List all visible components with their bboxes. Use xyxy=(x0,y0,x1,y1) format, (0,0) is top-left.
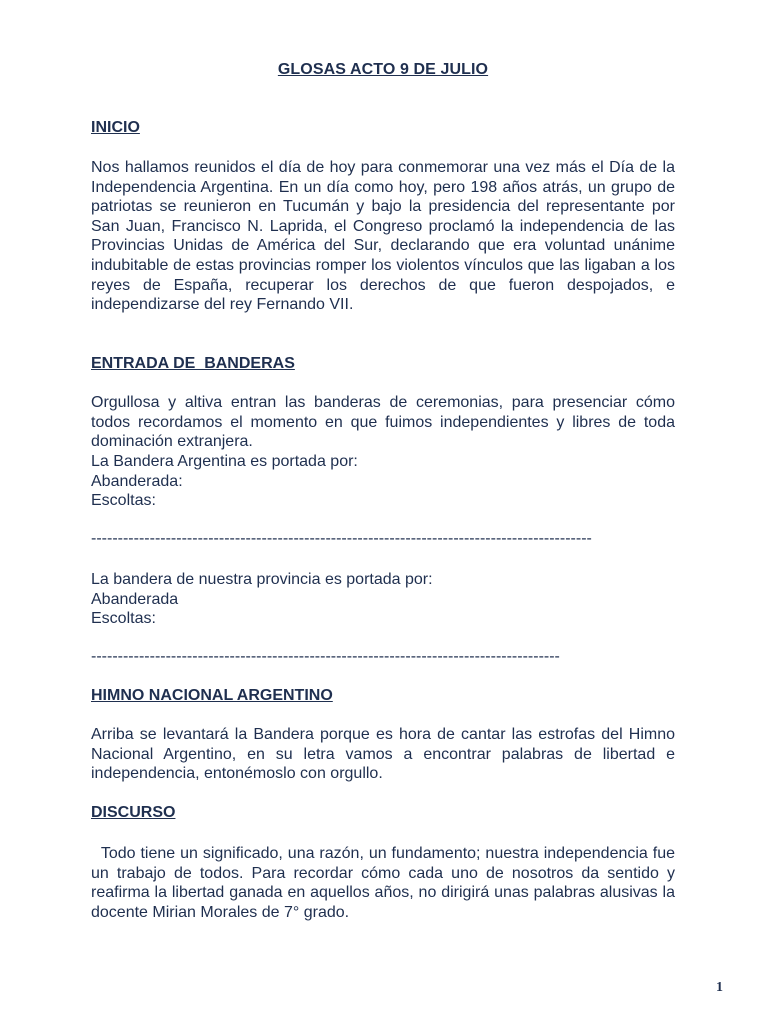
heading-himno: HIMNO NACIONAL ARGENTINO xyxy=(91,687,333,704)
heading-discurso: DISCURSO xyxy=(91,804,176,821)
separator-line-2: ---------------------------------------------------------------------------------------- xyxy=(91,648,560,665)
line-escoltas-2: Escoltas: xyxy=(91,610,156,627)
paragraph-discurso: Todo tiene un significado, una razón, un fundamento; nuestra independencia fue un trabajo de todos. Para recordar cómo cada uno de nosotros da sentido y reafirma la libertad ganada en aquellos años, no dirigirá unas palabras alusivas la docente Mirian Morales de 7° grado. xyxy=(91,845,680,921)
separator-line-1: ---------------------------------------------------------------------------------------------- xyxy=(91,530,592,547)
line-escoltas-1: Escoltas: xyxy=(91,492,156,509)
line-bandera-provincia: La bandera de nuestra provincia es portada por: xyxy=(91,571,433,588)
heading-inicio: INICIO xyxy=(91,119,140,136)
line-abanderada-1: Abanderada: xyxy=(91,473,183,490)
page-number: 1 xyxy=(716,980,723,995)
heading-entrada-banderas: ENTRADA DE BANDERAS xyxy=(91,355,295,372)
paragraph-inicio: Nos hallamos reunidos el día de hoy para conmemorar una vez más el Día de la Independencia Argentina. En un día como hoy, pero 198 años atrás, un grupo de patriotas se reunieron en Tucumán y bajo la presidencia del representante por San Juan, Francisco N. Laprida, el Congreso proclamó la independencia de las Provincias Unidas de América del Sur, declarando que era voluntad unánime indubitable de estas provincias romper los violentos vínculos que las ligaban a los reyes de España, recuperar los derechos de que fueron despojados, e independizarse del rey Fernando VII. xyxy=(91,159,675,314)
document-title: GLOSAS ACTO 9 DE JULIO xyxy=(277,61,489,78)
line-abanderada-2: Abanderada xyxy=(91,591,179,608)
paragraph-entrada-banderas: Orgullosa y altiva entran las banderas de ceremonias, para presenciar cómo todos recordamos el momento en que fuimos independientes y libres de toda dominación extranjera. xyxy=(91,394,675,451)
paragraph-himno: Arriba se levantará la Bandera porque es hora de cantar las estrofas del Himno Nacional Argentino, en su letra vamos a encontrar palabras de libertad e independencia, entonémoslo con orgullo. xyxy=(91,726,675,783)
line-bandera-argentina: La Bandera Argentina es portada por: xyxy=(91,453,358,470)
document-page xyxy=(91,0,680,1024)
